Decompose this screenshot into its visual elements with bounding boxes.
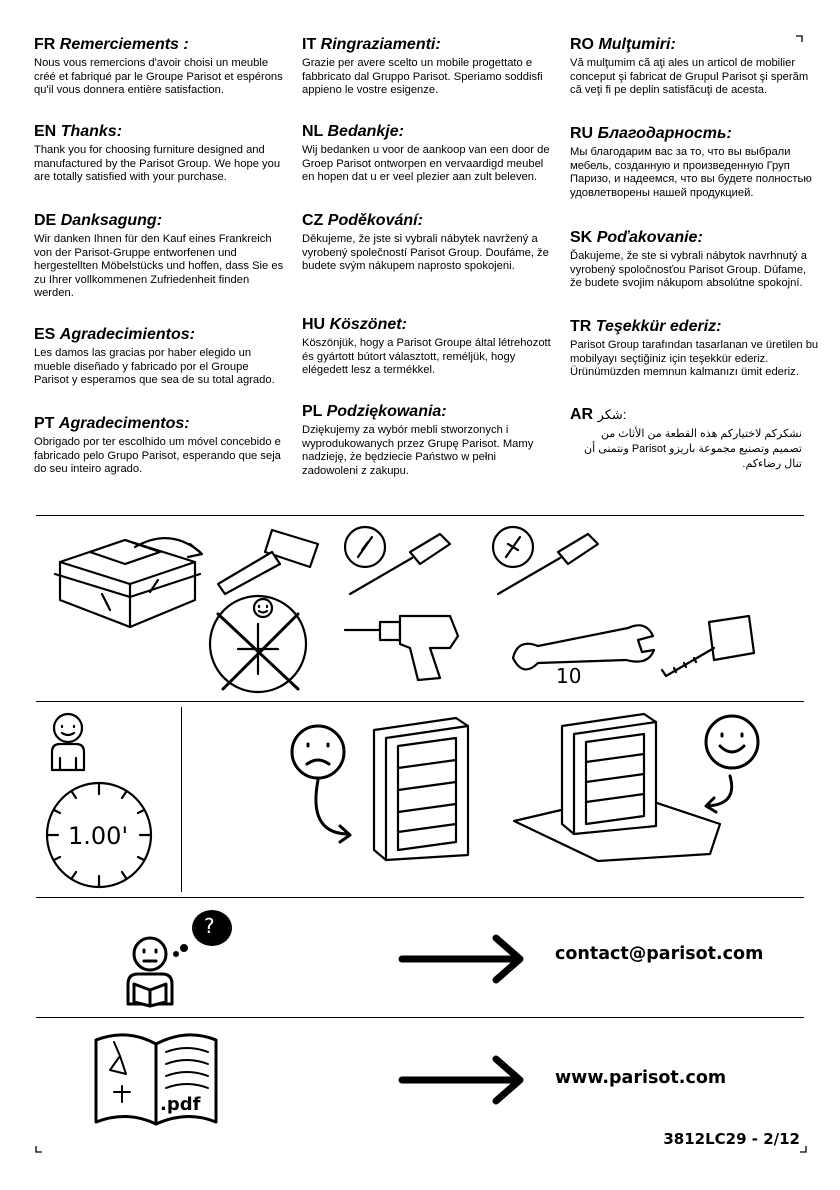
section-en [34, 123, 284, 185]
section-pl [302, 403, 552, 478]
section-it [302, 36, 552, 98]
section-fr [34, 36, 284, 98]
section-text: Wir danken Ihnen für den Kauf eines Frankreich von der Parisot-Gruppe entworfenen und hergestellten Möbelstücks und hoffen, dass Sie es zu Ihrer vollkommenen Zufriedenheit finden werden. [34, 233, 284, 300]
section-text: Thank you for choosing furniture designed and manufactured by the Parisot Group. We hope you are totally satisfied with your purchase. [34, 144, 281, 184]
section-text: Мы благодарим вас за то, что вы выбрали мебель, созданную и произведенную Груп Паризо, и надеемся, что вы будете полностью удовлетворены нашей продукцией. [570, 146, 812, 199]
section-ro [570, 36, 820, 98]
section-title: PL Podziękowania: [302, 403, 447, 420]
divider [36, 701, 804, 702]
hammer-icon [210, 522, 330, 597]
bookcase-on-floor-icon [366, 710, 476, 870]
section-sk [570, 229, 820, 291]
section-text: نشكركم لاختياركم هذه القطعة من الأثاث من تصميم وتصنيع مجموعة باريزو Parisot ونتمنى أن تنال رضاءكم. [584, 428, 802, 470]
section-title: SK Poďakovanie: [570, 229, 703, 246]
section-title: FR Remerciements : [34, 36, 189, 53]
pdf-label: .pdf [160, 1094, 201, 1115]
section-title: TR Teşekkür ederiz: [570, 318, 722, 335]
section-text: Wij bedanken u voor de aankoop van een door de Groep Parisot ontworpen en vervaardigd meubel en hopen dat u er veel plezier aan zult beleven. [302, 144, 550, 184]
section-text: Dziękujemy za wybór mebli stworzonych i wyprodukowanych przez Grupę Parisot. Mamy nadzieję, że będziecie Państwo w pełni zadowoleni z zakupu. [302, 424, 534, 477]
wrench-size-label: 10 [556, 664, 582, 688]
section-cz [302, 212, 552, 274]
section-nl [302, 123, 552, 185]
section-title: NL Bedankje: [302, 123, 404, 140]
section-text: Parisot Group tarafından tasarlanan ve üretilen bu mobilyayı seçtiğiniz için teşekkür ederiz. Ürünümüzden memnun kalmanızı ümit ederiz. [570, 339, 819, 379]
section-title: AR شكر: [570, 406, 627, 423]
section-text: Grazie per avere scelto un mobile progettato e fabbricato dal Gruppo Parisot. Speriamo soddisfi appieno le vostre esigenze. [302, 57, 543, 97]
reading-person-icon [120, 906, 260, 1026]
no-power-drill-icon [198, 594, 328, 704]
section-title: IT Ringraziamenti: [302, 36, 441, 53]
section-text: Děkujeme, že jste si vybrali nábytek navržený a vyrobený společností Parisot Group. Doufáme, že budete svým nákupem naprosto spokojeni. [302, 233, 549, 273]
section-title: DE Danksagung: [34, 212, 163, 229]
section-de [34, 212, 284, 301]
divider [181, 707, 182, 892]
section-es [34, 326, 284, 388]
sad-face-icon [288, 722, 358, 852]
tape-measure-icon [654, 608, 764, 688]
section-text: Les damos las gracias por haber elegido un mueble diseñado y fabricado por el Groupe Parisot y esperamos que sea de su total agrado. [34, 347, 275, 387]
manual-book-icon [92, 1030, 232, 1130]
arrow-right-icon [398, 1055, 528, 1105]
section-title: ES Agradecimientos: [34, 326, 195, 343]
crop-mark [800, 1146, 810, 1156]
section-title: PT Agradecimentos: [34, 415, 190, 432]
section-ar [570, 406, 802, 472]
section-title: RO Mulţumiri: [570, 36, 676, 53]
bookcase-on-mat-icon [510, 706, 730, 866]
section-title: EN Thanks: [34, 123, 123, 140]
contact-email[interactable]: contact@parisot.com [555, 944, 764, 964]
wrench-icon [508, 618, 658, 678]
person-icon [48, 710, 108, 775]
section-text: Vă mulţumim că aţi ales un articol de mobilier conceput şi fabricat de Grupul Parisot şi sperăm că veţi fi pe deplin satisfăcuţi de acesta. [570, 57, 809, 97]
arrow-right-icon [398, 934, 528, 984]
divider [36, 515, 804, 516]
section-tr [570, 318, 820, 380]
page-reference: 3812LC29 - 2/12 [663, 1130, 800, 1148]
section-ru [570, 125, 820, 200]
section-title: HU Köszönet: [302, 316, 407, 333]
website-link[interactable]: www.parisot.com [555, 1068, 727, 1088]
divider [36, 897, 804, 898]
screwdriver-flat-icon [340, 522, 460, 602]
assembly-time: 1.00' [68, 822, 129, 850]
section-title: RU Благодарность: [570, 125, 732, 142]
screwdriver-phillips-icon [488, 522, 608, 602]
section-title: CZ Poděkování: [302, 212, 423, 229]
crop-mark [36, 1146, 46, 1156]
happy-face-icon [700, 714, 770, 824]
crop-mark [796, 36, 806, 46]
question-mark: ? [204, 914, 215, 938]
section-text: Nous vous remercions d'avoir choisi un meuble créé et fabriqué par le Groupe Parisot et espérons qu'il vous donnera entière satisfaction. [34, 57, 283, 97]
section-pt [34, 415, 284, 477]
section-hu [302, 316, 552, 378]
section-text: Köszönjük, hogy a Parisot Groupe által létrehozott és gyártott bútort választott, reméljük, hogy elégedett lesz a termékkel. [302, 337, 551, 377]
toolbox-icon [50, 522, 210, 632]
power-screwdriver-icon [340, 608, 480, 688]
section-text: Obrigado por ter escolhido um móvel concebido e fabricado pelo Grupo Parisot, esperando que seja do seu inteiro agrado. [34, 436, 281, 476]
section-text: Ďakujeme, že ste si vybrali nábytok navrhnutý a vyrobený spoločnosťou Parisot Group. Dúfame, že budete svojim nákupom absolútne spokojní. [570, 250, 807, 290]
